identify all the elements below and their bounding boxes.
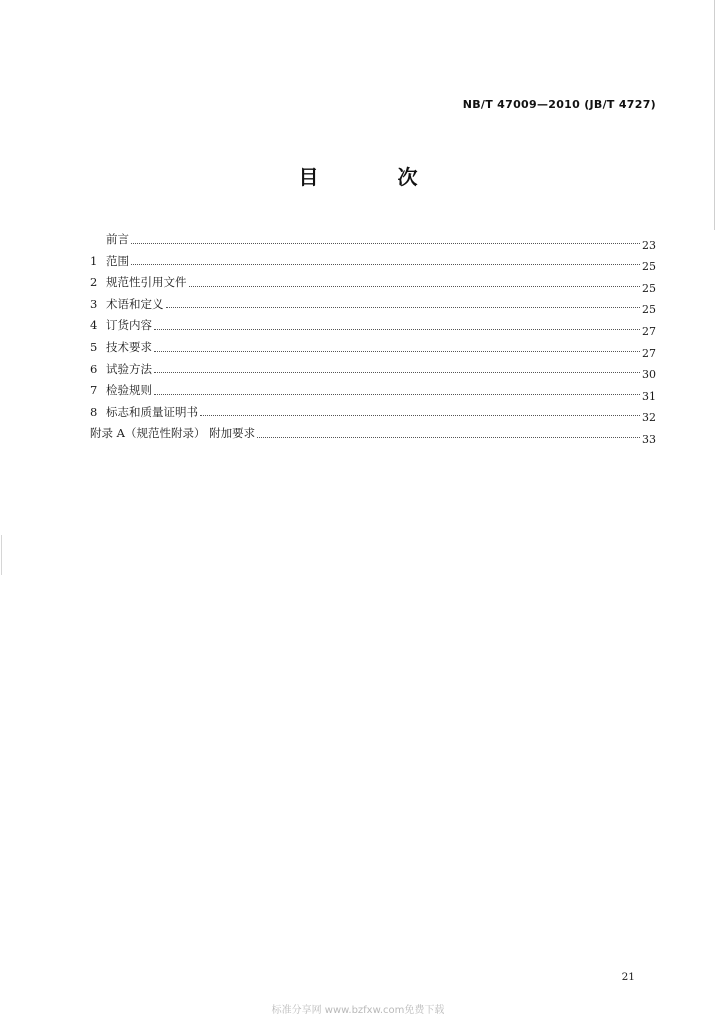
toc-entry-page: 27 — [642, 346, 656, 360]
dot-leader — [154, 328, 640, 330]
table-of-contents — [90, 224, 656, 446]
toc-entry-label: 检验规则 — [106, 383, 152, 398]
toc-entry-number: 2 — [90, 275, 98, 290]
scan-edge-mark — [1, 535, 2, 575]
dot-leader — [154, 350, 640, 352]
toc-entry-terms-definitions[interactable] — [90, 289, 656, 317]
toc-entry-label: 试验方法 — [106, 361, 152, 376]
toc-entry-number: 3 — [90, 296, 98, 311]
toc-entry-marking-certificate[interactable] — [90, 397, 656, 425]
toc-entry-label: 订货内容 — [106, 318, 152, 333]
toc-entry-technical-requirements[interactable] — [90, 332, 656, 360]
toc-entry-page: 25 — [642, 303, 656, 317]
standard-code: NB/T 47009—2010 (JB/T 4727) — [462, 98, 656, 111]
toc-entry-inspection-rules[interactable] — [90, 375, 656, 403]
dot-leader — [257, 436, 640, 438]
toc-entry-scope[interactable] — [90, 246, 656, 274]
dot-leader — [200, 414, 640, 416]
toc-entry-number: 7 — [90, 383, 98, 398]
toc-entry-number: 6 — [90, 361, 98, 376]
toc-entry-page: 25 — [642, 260, 656, 274]
toc-entry-label: 术语和定义 — [106, 296, 164, 311]
toc-entry-label: 技术要求 — [106, 340, 152, 355]
toc-entry-label: 规范性引用文件 — [106, 275, 187, 290]
toc-entry-label: 前言 — [106, 232, 129, 247]
toc-entry-number: 4 — [90, 318, 98, 333]
dot-leader — [131, 263, 640, 265]
toc-entry-number: 8 — [90, 404, 98, 419]
toc-entry-foreword[interactable] — [90, 224, 656, 252]
toc-entry-number: 1 — [90, 253, 98, 268]
toc-entry-order-content[interactable] — [90, 310, 656, 338]
dot-leader — [131, 242, 640, 244]
toc-entry-appendix-a[interactable] — [90, 418, 656, 446]
toc-entry-label: 标志和质量证明书 — [106, 404, 198, 419]
page-number: 21 — [621, 971, 635, 983]
toc-entry-page: 27 — [642, 324, 656, 338]
toc-entry-page: 25 — [642, 281, 656, 295]
toc-entry-label: 附录 A（规范性附录） 附加要求 — [90, 426, 256, 441]
toc-entry-number: 5 — [90, 340, 98, 355]
dot-leader — [166, 306, 641, 308]
toc-entry-label: 范围 — [106, 253, 129, 268]
toc-entry-page: 32 — [642, 411, 656, 425]
toc-entry-page: 30 — [642, 368, 656, 382]
toc-entry-normative-references[interactable] — [90, 267, 656, 295]
toc-entry-page: 23 — [642, 238, 656, 252]
toc-entry-test-methods[interactable] — [90, 354, 656, 382]
toc-entry-page: 33 — [642, 432, 656, 446]
footer-watermark: 标准分享网 www.bzfxw.com免费下载 — [271, 1005, 445, 1016]
dot-leader — [154, 393, 640, 395]
page-title: 目 次 — [298, 165, 454, 189]
toc-entry-page: 31 — [642, 389, 656, 403]
dot-leader — [189, 285, 641, 287]
scan-edge-mark — [714, 0, 715, 230]
dot-leader — [154, 371, 640, 373]
